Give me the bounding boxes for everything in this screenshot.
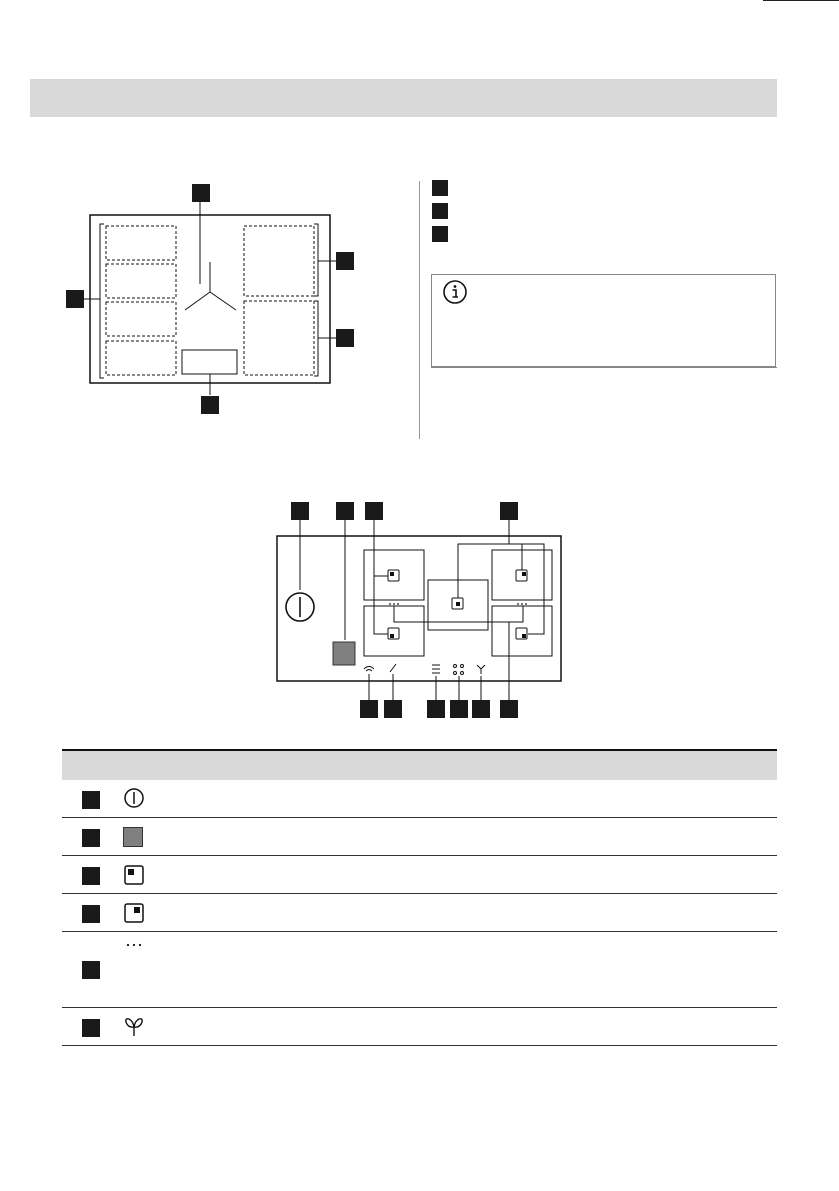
grey-square-icon xyxy=(123,827,143,847)
panel-callout-1 xyxy=(291,502,309,520)
row-marker xyxy=(82,1019,100,1037)
row-marker xyxy=(82,829,100,847)
zone-rear-right xyxy=(492,606,552,656)
panel-callout-8 xyxy=(450,700,468,718)
panel-callout-6 xyxy=(384,700,402,718)
row-marker xyxy=(82,905,100,923)
pen-icon xyxy=(390,664,396,672)
table-row xyxy=(62,1008,777,1046)
table-row xyxy=(62,818,777,856)
table-row xyxy=(62,932,777,1008)
power-icon xyxy=(123,787,145,809)
panel-frame xyxy=(277,536,561,681)
link-icon xyxy=(454,665,457,668)
fan-icon xyxy=(123,1014,145,1038)
panel-callout-5 xyxy=(360,700,378,718)
table-row xyxy=(62,780,777,818)
fan-panel-icon xyxy=(477,665,485,674)
control-table xyxy=(62,749,777,1046)
table-row xyxy=(62,894,777,932)
panel-callout-7 xyxy=(427,700,445,718)
panel-callout-3 xyxy=(365,502,383,520)
table-row xyxy=(62,856,777,894)
panel-callout-9 xyxy=(472,700,490,718)
grey-key xyxy=(333,642,355,665)
panel-callout-4 xyxy=(500,502,518,520)
power-button-symbol xyxy=(286,593,314,621)
panel-callout-2 xyxy=(336,502,354,520)
three-dots-icon xyxy=(123,940,145,950)
wifi-icon xyxy=(364,667,374,670)
zone-indicator-right-icon xyxy=(123,902,145,924)
panel-callout-10 xyxy=(500,700,518,718)
row-marker xyxy=(82,791,100,809)
row-marker xyxy=(82,961,100,979)
table-header xyxy=(62,751,777,780)
row-marker xyxy=(82,867,100,885)
zone-indicator-left-icon xyxy=(123,864,145,886)
